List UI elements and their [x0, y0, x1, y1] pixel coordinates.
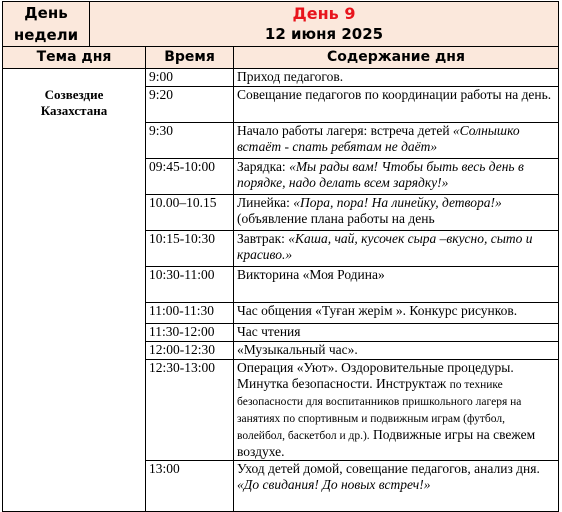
weekday-label-cell — [3, 2, 90, 47]
row-content — [234, 195, 559, 231]
column-header-theme: Тема дня — [3, 47, 146, 69]
row-time: 9:30 — [146, 123, 234, 159]
row-content — [234, 159, 559, 195]
schedule-row — [3, 69, 559, 87]
row-time: 9:00 — [146, 69, 234, 87]
row-content-part: «Пора, пора! На линейку, детвора!» — [293, 195, 502, 210]
row-time: 13:00 — [146, 461, 234, 512]
row-content-part: Викторина «Моя Родина» — [237, 267, 385, 282]
row-time: 09:45-10:00 — [146, 159, 234, 195]
row-content — [234, 324, 559, 342]
row-content — [234, 69, 559, 87]
column-header-row — [3, 47, 559, 69]
row-time: 11:00-11:30 — [146, 303, 234, 324]
column-header-content: Содержание дня — [234, 47, 559, 69]
column-header-time: Время — [146, 47, 234, 69]
row-content-part: «Музыкальный час». — [237, 342, 358, 357]
row-content-part: по технике безопасности для воспитанников пришкольного лагеря на занятиях по спортивным и подвижным играм (футбол, волейбол, баскетбол и др.). — [237, 379, 522, 442]
row-content-part: Приход педагогов. — [237, 69, 344, 84]
row-content-part: Уход детей домой, совещание педагогов, анализ дня. — [237, 461, 540, 476]
schedule-rows — [3, 69, 559, 512]
theme-line2: Казахстана — [40, 103, 108, 118]
row-content-part: Линейка: — [237, 195, 294, 210]
row-content-part: Подвижные игры на свежем воздухе. — [237, 427, 536, 459]
day-title-cell — [90, 2, 559, 47]
row-time: 12:30-13:00 — [146, 360, 234, 461]
row-content-part: «Мы рады вам! Чтобы быть весь день в порядке, надо делать всем зарядку!» — [237, 159, 524, 190]
row-time: 9:20 — [146, 87, 234, 123]
day-title: День 9 — [292, 4, 356, 23]
row-content-part: Совещание педагогов по координации работы на день. — [237, 87, 552, 102]
row-content-part: Завтрак: — [237, 231, 289, 246]
schedule-table — [2, 46, 559, 512]
row-content — [234, 231, 559, 267]
row-content-part: Зарядка: — [237, 159, 290, 174]
row-content — [234, 123, 559, 159]
row-content-part: «Каша, чай, кусочек сыра –вкусно, сыто и красиво.» — [237, 231, 533, 262]
row-content — [234, 342, 559, 360]
row-content-part: Операция «Уют». Оздоровительные процедуры. Минутка безопасности. Инструктаж — [237, 360, 514, 391]
row-content-part: Час чтения — [237, 324, 301, 339]
row-content-part: (объявление плана работы на день — [237, 211, 435, 226]
weekday-label-line1: День — [24, 4, 68, 22]
row-time: 10.00–10.15 — [146, 195, 234, 231]
row-content — [234, 303, 559, 324]
theme-line1: Созвездие — [44, 87, 104, 102]
row-content-part: «До свидания! До новых встреч!» — [237, 477, 431, 492]
row-content-part: Начало работы лагеря: встреча детей — [237, 123, 453, 138]
row-time: 11:30-12:00 — [146, 324, 234, 342]
row-time: 10:30-11:00 — [146, 267, 234, 303]
row-time: 12:00-12:30 — [146, 342, 234, 360]
row-time: 10:15-10:30 — [146, 231, 234, 267]
row-content — [234, 87, 559, 123]
theme-cell — [3, 69, 146, 512]
day-date: 12 июня 2025 — [264, 25, 384, 43]
row-content-part: «Солнышко встаёт - спать ребятам не даёт» — [237, 123, 520, 154]
row-content-part: Час общения «Туған жерім ». Конкурс рисунков. — [237, 303, 518, 318]
weekday-label-line2: недели — [13, 26, 79, 44]
day-header-table — [2, 1, 559, 47]
row-content — [234, 267, 559, 303]
row-content — [234, 360, 559, 461]
row-content — [234, 461, 559, 512]
